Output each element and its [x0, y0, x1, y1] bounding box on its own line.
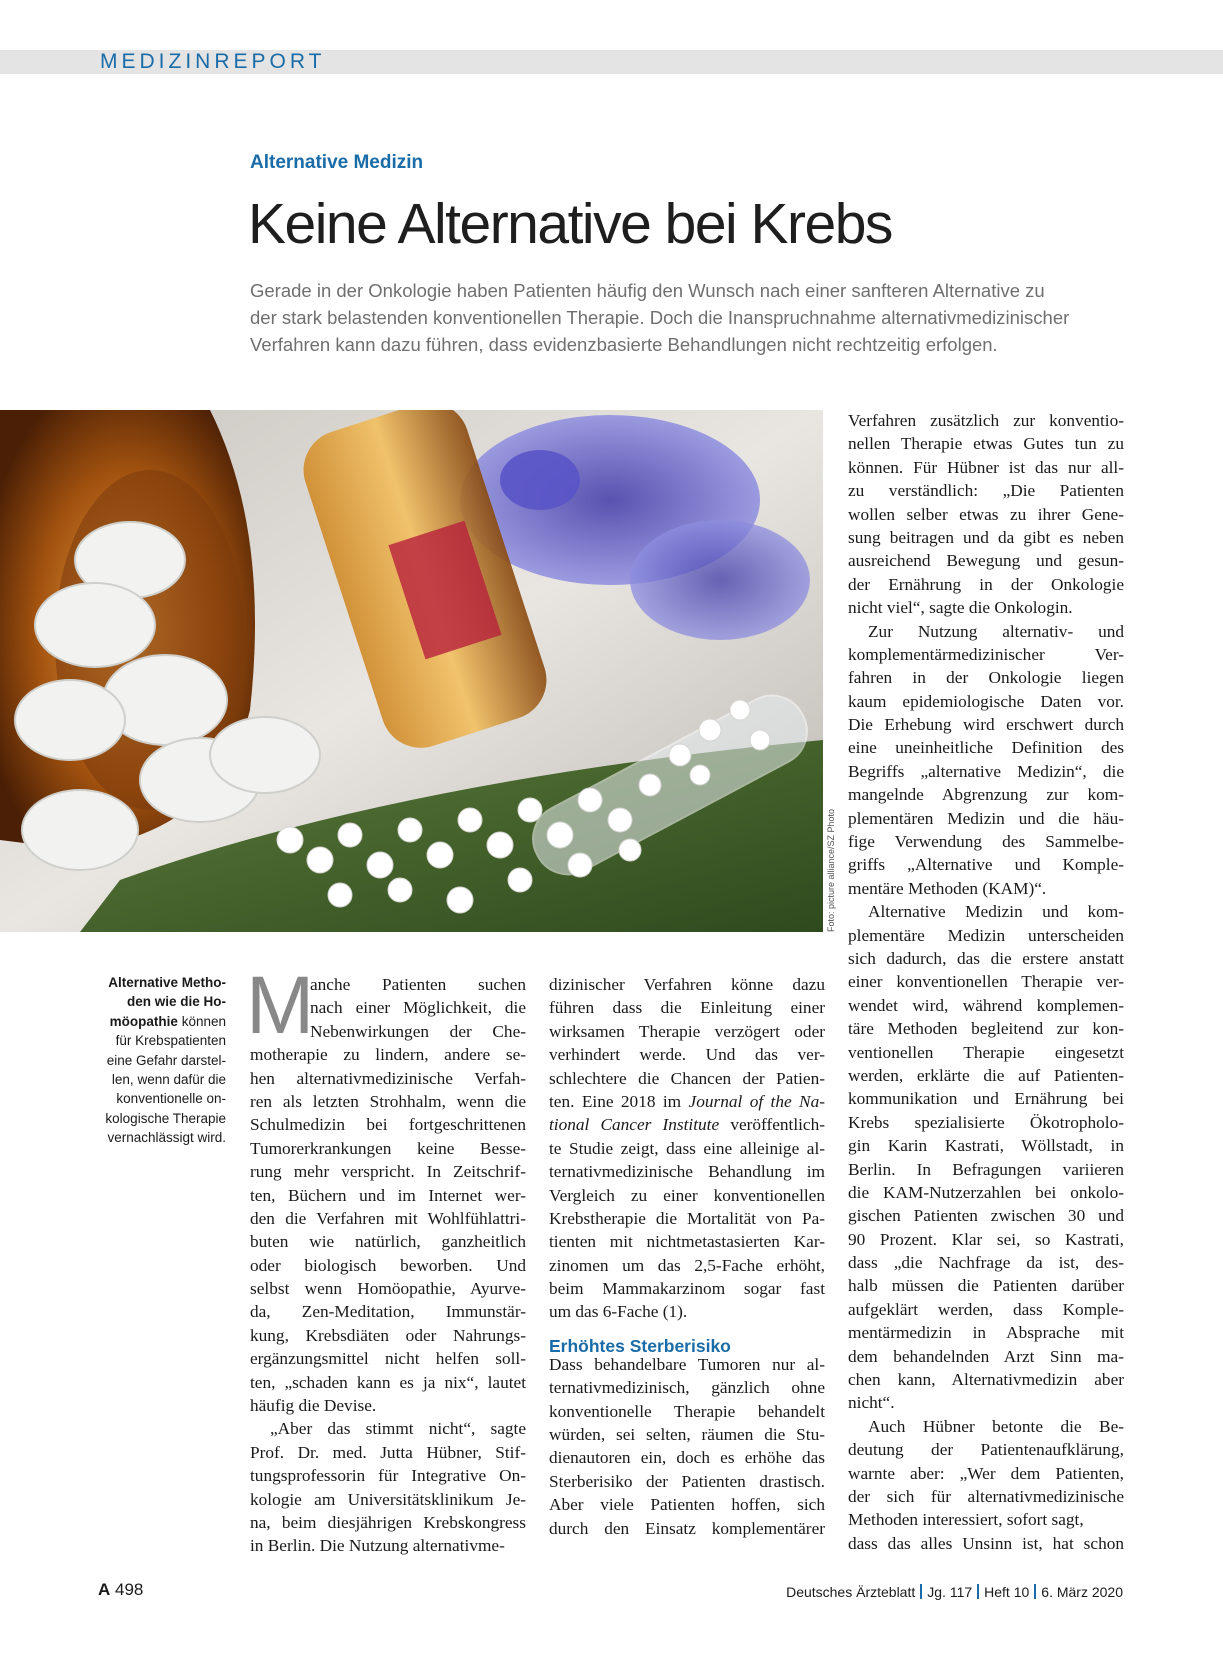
body-line: kommunikation und Ernährung bei [848, 1089, 1124, 1109]
body-line: dienautoren ein, doch es erhöhe das [549, 1448, 825, 1468]
body-line: motherapie zu lindern, andere se- [250, 1045, 526, 1065]
body-line: wendet wird, während komplemen- [848, 995, 1124, 1015]
issue-date: 6. März 2020 [1041, 1584, 1123, 1600]
body-line: häufig die Devise. [250, 1396, 377, 1416]
caption-text: können [181, 1013, 226, 1029]
body-line: Alternative Medizin und kom- [868, 902, 1124, 922]
body-line: gin Karin Kastrati, Wöllstadt, in [848, 1136, 1124, 1156]
article-title: Keine Alternative bei Krebs [248, 192, 892, 256]
body-line: Verfahren zusätzlich zur konventio- [848, 411, 1124, 430]
body-column-2 [549, 973, 825, 1540]
body-line: selbst wenn Homöopathie, Ayurve- [250, 1279, 526, 1299]
journal-name: Journal of the Na- [688, 1091, 825, 1111]
body-line: einer konventionellen Therapie ver- [848, 972, 1124, 992]
body-line: gischen Patienten zwischen 30 und [848, 1206, 1124, 1226]
body-line: Sterberisiko der Patienten drastisch. [549, 1471, 825, 1491]
body-line: deutung der Patientenaufklärung, [848, 1440, 1124, 1460]
body-line: in Berlin. Die Nutzung alternativme- [250, 1536, 505, 1556]
body-line: dem behandelnden Arzt Sinn ma- [848, 1346, 1124, 1366]
body-line: warnte aber: „Wer dem Patienten, [848, 1463, 1124, 1483]
body-line: dass das alles Unsinn ist, hat schon [848, 1533, 1124, 1553]
body-line: mangelnde Abgrenzung zur kom- [848, 785, 1124, 805]
caption-line: für Krebspatienten [115, 1033, 226, 1049]
body-line: nicht viel“, sagte die Onkologin. [848, 598, 1073, 618]
caption-bold: möopathie [109, 1013, 178, 1029]
body-line: anche Patienten suchen [310, 975, 526, 994]
body-line: aufgeklärt werden, dass Komple- [848, 1299, 1124, 1319]
body-line: können. Für Hübner ist das nur all- [848, 457, 1124, 477]
body-line: zinomen um das 2,5-Fache erhöht, [549, 1255, 825, 1275]
body-line: der sich für alternativmedizinische [848, 1486, 1124, 1506]
body-line: würden, sei selten, räumen die Stu- [549, 1425, 825, 1445]
lead-line: der stark belastenden konventionellen Therapie. Doch die Inanspruchnahme alternativmedizinischer [250, 307, 1070, 328]
body-line: nach einer Möglichkeit, die [310, 998, 526, 1018]
subheading: Erhöhtes Sterberisiko [549, 1335, 731, 1356]
caption-bold: den wie die Ho- [126, 994, 226, 1010]
issue: Heft 10 [984, 1584, 1030, 1600]
body-line: te Studie zeigt, dass eine alleinige al- [549, 1138, 825, 1158]
body-line: den die Verfahren mit Wohlfühlattri- [250, 1208, 526, 1228]
body-line: tungsprofessorin für Integrative On- [250, 1466, 526, 1486]
body-line: wollen selber etwas zu ihrer Gene- [848, 504, 1124, 524]
body-line: zu verständlich: „Die Patienten [848, 481, 1124, 501]
body-line: tional Cancer Institute veröffentlich- [549, 1115, 825, 1135]
body-line: dizinischer Verfahren könne dazu [549, 975, 825, 994]
body-line: mentäre Methoden (KAM)“. [848, 878, 1047, 898]
body-line: tienten mit nichtmetastasierten Kar- [549, 1232, 825, 1252]
body-line: da, Zen-Meditation, Immunstär- [250, 1302, 526, 1322]
body-line: der Ernährung in der Onkologie [848, 574, 1124, 594]
body-line: die KAM-Nutzerzahlen bei onkolo- [848, 1182, 1124, 1202]
body-line: kaum epidemiologische Daten vor. [848, 691, 1124, 711]
body-line: griffs „Alternative und Komple- [848, 855, 1124, 875]
caption-bold: Alternative Metho- [108, 975, 226, 990]
body-line: nicht“. [848, 1393, 895, 1413]
drop-cap: M [246, 960, 315, 1051]
body-line: Tumorerkrankungen keine Besse- [250, 1138, 526, 1158]
body-line: „Aber das stimmt nicht“, sagte [270, 1419, 526, 1439]
body-line: kologie am Universitätsklinikum Je- [250, 1489, 526, 1509]
body-line: plementäre Medizin unterscheiden [848, 925, 1124, 945]
caption-line: konventionelle on- [116, 1091, 226, 1107]
body-line: fahren in der Onkologie liegen [848, 668, 1124, 688]
body-line: ergänzungsmittel nicht helfen soll- [250, 1349, 526, 1369]
body-line: Krebs spezialisierte Ökotropholo- [848, 1112, 1124, 1132]
body-line: eine uneinheitliche Definition des [848, 738, 1124, 758]
body-line: ten, Büchern und im Internet wer- [250, 1185, 526, 1205]
body-line: fige Verwendung des Sammelbe- [848, 832, 1124, 852]
body-line: um das 6-Fache (1). [549, 1302, 688, 1322]
body-line: ausreichend Bewegung und gesun- [848, 551, 1124, 571]
body-column-3 [848, 409, 1124, 1555]
body-line: Schulmedizin bei fortgeschrittenen [250, 1115, 526, 1135]
body-line: Vergleich zu einer konventionellen [549, 1185, 825, 1205]
caption-line: eine Gefahr darstel- [106, 1052, 226, 1068]
article-lead [250, 277, 1130, 358]
body-line: wirksamen Therapie verzögert oder [549, 1021, 825, 1041]
body-line: na, beim diesjährigen Krebskongress [250, 1512, 526, 1532]
caption-line: vernachlässigt wird. [107, 1130, 226, 1146]
body-line: rung mehr verspricht. In Zeitschrif- [250, 1162, 526, 1182]
body-line: halb müssen die Patienten darüber [848, 1276, 1124, 1296]
journal-name-footer: Deutsches Ärzteblatt [786, 1584, 916, 1600]
caption-line: kologische Therapie [105, 1110, 226, 1126]
body-line: Auch Hübner betonte die Be- [868, 1416, 1124, 1436]
body-line: Methoden interessiert, sofort sagt, [848, 1510, 1084, 1530]
body-line: Zur Nutzung alternativ- und [868, 621, 1124, 641]
body-line: Nebenwirkungen der Che- [310, 1021, 526, 1041]
body-line: konventionelle Therapie behandelt [549, 1401, 825, 1421]
lead-line: Gerade in der Onkologie haben Patienten häufig den Wunsch nach einer sanfteren Alternative zu [250, 280, 1045, 301]
body-line: ternativmedizinische Behandlung im [549, 1162, 825, 1182]
body-line: Berlin. In Befragungen variieren [848, 1159, 1124, 1179]
body-line: ten. Eine 2018 im Journal of the Na- [549, 1091, 825, 1111]
body-line: komplementärmedizinischer Ver- [848, 644, 1124, 664]
body-line: führen dass die Einleitung einer [549, 998, 825, 1018]
body-line: oder biologisch beworben. Und [250, 1255, 526, 1275]
body-line: werden, erklärte die auf Patienten- [848, 1065, 1124, 1085]
body-line: täre Methoden begleitend zur kon- [848, 1019, 1124, 1039]
journal-name: tional Cancer Institute [549, 1115, 720, 1135]
body-line: ren als letzten Strohhalm, wenn die [250, 1091, 526, 1111]
article-kicker: Alternative Medizin [250, 152, 424, 173]
lead-line: Verfahren kann dazu führen, dass evidenzbasierte Behandlungen nicht rechtzeitig erfolgen. [250, 334, 998, 355]
body-line: nellen Therapie etwas Gutes tun zu [848, 434, 1124, 454]
body-line: Dass behandelbare Tumoren nur al- [549, 1354, 825, 1374]
body-line: Begriffs „alternative Medizin“, die [848, 761, 1124, 781]
body-line: verhindert werde. Und das ver- [549, 1045, 825, 1065]
body-line: ventionellen Therapie eingesetzt [848, 1042, 1124, 1062]
body-line: ten, „schaden kann es ja nix“, lautet [250, 1372, 526, 1392]
body-line: Prof. Dr. med. Jutta Hübner, Stif- [250, 1442, 526, 1462]
page-number: A 498 [98, 1580, 144, 1599]
body-line: sich dadurch, das die erstere anstatt [848, 948, 1124, 968]
body-line: schlechtere die Chancen der Patien- [549, 1068, 825, 1088]
body-line: ternativmedizinisch, gänzlich ohne [549, 1378, 825, 1398]
caption-line: len, wenn dafür die [111, 1072, 226, 1088]
body-line: chen kann, Alternativmedizin aber [848, 1370, 1124, 1390]
body-line: sung beitragen und da gibt es neben [848, 527, 1124, 547]
body-line: kung, Krebsdiäten oder Nahrungs- [250, 1325, 526, 1345]
body-line: beim Mammakarzinom sogar fast [549, 1279, 825, 1299]
section-label: MEDIZINREPORT [100, 50, 326, 73]
body-line: 90 Prozent. Klar sei, so Kastrati, [848, 1229, 1124, 1249]
body-line: buten wie natürlich, ganzheitlich [250, 1232, 526, 1252]
body-line: dass „die Nachfrage da ist, des- [848, 1253, 1124, 1273]
article-photo [0, 410, 823, 932]
photo-credit: Foto: picture alliance/SZ Photo [826, 808, 836, 932]
body-line: Die Erhebung wird erschwert durch [848, 715, 1124, 735]
body-line: Krebstherapie die Mortalität von Pa- [549, 1208, 825, 1228]
journal-footer [786, 1584, 1123, 1600]
body-line: durch den Einsatz komplementärer [549, 1518, 825, 1538]
body-line: Aber viele Patienten hoffen, sich [549, 1495, 825, 1515]
body-column-1 [250, 973, 526, 1558]
body-line: mentärmedizin in Absprache mit [848, 1323, 1124, 1343]
photo-caption [80, 973, 226, 1148]
body-line: hen alternativmedizinische Verfah- [250, 1068, 526, 1088]
volume: Jg. 117 [927, 1584, 973, 1600]
body-line: plementären Medizin und die häu- [848, 808, 1124, 828]
